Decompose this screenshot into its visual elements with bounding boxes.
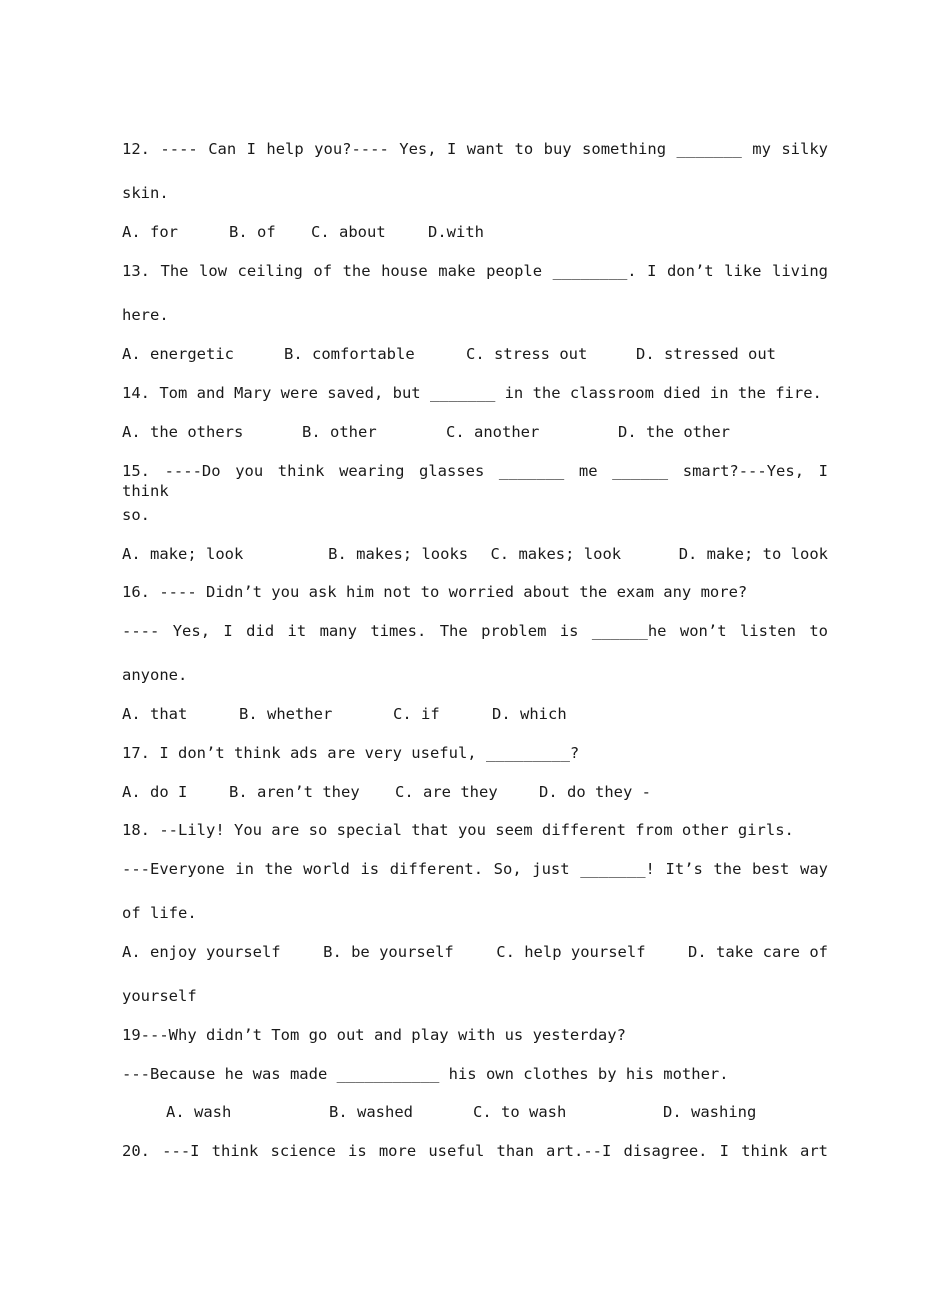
question-13-stem-cont: here. <box>122 306 169 324</box>
question-15-stem-cont: so. <box>122 506 150 524</box>
question-17-stem: 17. I don’t think ads are very useful, _________? <box>122 744 580 762</box>
option-b: B. washed <box>329 1103 413 1121</box>
option-b: B. whether <box>239 705 333 723</box>
question-16-options <box>122 704 828 724</box>
question-13-options <box>122 344 828 364</box>
question-18-options-cont: yourself <box>122 987 197 1005</box>
question-19-stem: 19---Why didn’t Tom go out and play with us yesterday? <box>122 1026 626 1044</box>
option-d: D. the other <box>618 423 730 441</box>
question-15-stem: 15. ----Do you think wearing glasses _______ me ______ smart?---Yes, I think <box>122 462 828 500</box>
option-a: A. enjoy yourself <box>122 943 281 961</box>
option-b: B. other <box>302 423 377 441</box>
question-20-stem: 20. ---I think science is more useful than art.--I disagree. I think art <box>122 1142 828 1160</box>
question-12-stem-cont: skin. <box>122 184 169 202</box>
option-d: D. washing <box>663 1103 757 1121</box>
option-d: D. which <box>492 705 567 723</box>
question-14-stem: 14. Tom and Mary were saved, but _______ in the classroom died in the fire. <box>122 384 822 402</box>
option-c: C. makes; look <box>490 545 622 563</box>
option-c: C. if <box>393 705 440 723</box>
option-d: D. make; to look <box>678 545 828 563</box>
option-c: C. to wash <box>473 1103 567 1121</box>
option-d: D.with <box>428 223 484 241</box>
option-b: B. be yourself <box>323 943 454 961</box>
option-d: D. do they - <box>539 783 651 801</box>
option-d: D. stressed out <box>636 345 776 363</box>
question-16-stem-line3: anyone. <box>122 666 188 684</box>
question-12-stem: 12. ---- Can I help you?---- Yes, I want to buy something _______ my silky <box>122 140 828 158</box>
option-d: D. take care of <box>688 943 828 961</box>
option-c: C. stress out <box>466 345 588 363</box>
option-a: A. energetic <box>122 345 234 363</box>
option-a: A. the others <box>122 423 244 441</box>
question-18-stem-line3: of life. <box>122 904 197 922</box>
question-13-stem: 13. The low ceiling of the house make people ________. I don’t like living <box>122 262 828 280</box>
option-c: C. are they <box>395 783 498 801</box>
option-b: B. comfortable <box>284 345 415 363</box>
option-b: B. makes; looks <box>328 545 469 563</box>
option-a: A. do I <box>122 783 188 801</box>
question-16-stem: 16. ---- Didn’t you ask him not to worried about the exam any more? <box>122 583 748 601</box>
question-19-options <box>166 1102 872 1122</box>
option-a: A. wash <box>166 1103 232 1121</box>
question-14-options <box>122 422 828 442</box>
option-a: A. for <box>122 223 178 241</box>
question-19-stem-line2: ---Because he was made ___________ his own clothes by his mother. <box>122 1065 729 1083</box>
option-c: C. about <box>311 223 386 241</box>
option-b: B. aren’t they <box>229 783 360 801</box>
question-18-options <box>122 942 828 962</box>
option-b: B. of <box>229 223 276 241</box>
option-c: C. another <box>446 423 540 441</box>
question-17-options <box>122 782 828 802</box>
option-c: C. help yourself <box>496 943 646 961</box>
question-15-options <box>122 544 828 564</box>
question-12-options <box>122 222 828 242</box>
question-16-stem-line2: ---- Yes, I did it many times. The problem is ______he won’t listen to <box>122 622 828 640</box>
question-18-stem: 18. --Lily! You are so special that you seem different from other girls. <box>122 821 794 839</box>
question-18-stem-line2: ---Everyone in the world is different. So, just _______! It’s the best way <box>122 860 828 878</box>
option-a: A. make; look <box>122 545 244 563</box>
option-a: A. that <box>122 705 188 723</box>
